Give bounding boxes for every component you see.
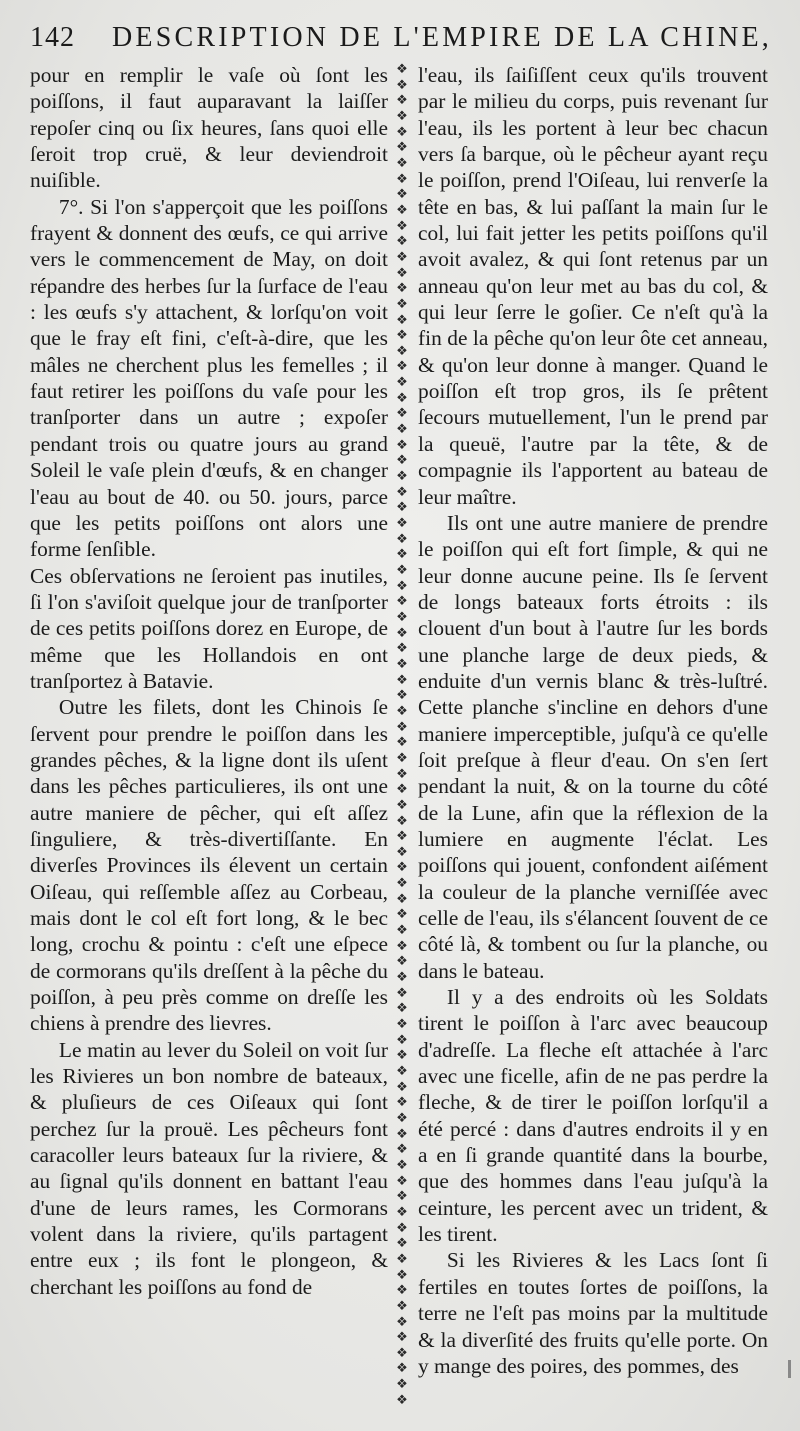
ornament-glyph: ❖ — [396, 1047, 408, 1063]
ornament-glyph: ❖ — [396, 1016, 408, 1032]
ornament-glyph: ❖ — [396, 546, 408, 562]
ornament-glyph: ❖ — [396, 123, 408, 139]
ornament-glyph: ❖ — [396, 687, 408, 703]
ornament-glyph: ❖ — [396, 937, 408, 953]
ornament-glyph: ❖ — [396, 139, 408, 155]
ornament-glyph: ❖ — [396, 264, 408, 280]
right-column — [418, 62, 768, 1379]
ornament-glyph: ❖ — [396, 170, 408, 186]
ornament-glyph: ❖ — [396, 1203, 408, 1219]
ornament-glyph: ❖ — [396, 1141, 408, 1157]
paragraph: Si les Rivieres & les Lacs ſont ſi fertiles en toutes ſortes de poiſſons, la terre ne l'eſt pas moins par la multitude & la diverſité des fruits qu'elle porte. On y mange des poires, des pommes, des — [418, 1248, 768, 1378]
ornament-glyph: ❖ — [396, 295, 408, 311]
ornament-glyph: ❖ — [396, 671, 408, 687]
ornament-glyph: ❖ — [396, 812, 408, 828]
ornament-glyph: ❖ — [396, 624, 408, 640]
ornament-glyph: ❖ — [396, 374, 408, 390]
ornament-glyph: ❖ — [396, 61, 408, 76]
paragraph: Outre les filets, dont les Chinois ſe ſervent pour prendre le poiſſon dans les grandes pêches, & la ligne dont ils uſent dans les pêches particulieres, ils ont une autre maniere de pêcher, qui eſt aſſez ſinguliere, & très-divertiſſante. En diverſes Provinces ils élevent un certain Oiſeau, qui reſſemble aſſez au Corbeau, mais dont le col eſt fort long, & le bec long, crochu & pointu : c'eſt une eſpece de cormorans qu'ils dreſſent à la pêche du poiſſon, à peu près comme on dreſſe les chiens à prendre des lievres. — [30, 695, 388, 1036]
paragraph: Il y a des endroits où les Soldats tirent le poiſſon à l'arc avec beaucoup d'adreſſe. La fleche eſt attachée à l'arc avec une ficelle, afin de ne pas perdre la fleche, & de tirer le poiſſon lorſqu'il a été percé : dans d'autres endroits il y en a en ſi grande quantité dans la bourbe, que des hommes dans l'eau juſqu'à la ceinture, les percent avec un trident, & les tirent. — [418, 985, 768, 1247]
ornament-glyph: ❖ — [396, 953, 408, 969]
ornament-glyph: ❖ — [396, 1125, 408, 1141]
ornament-glyph: ❖ — [396, 1078, 408, 1094]
ornament-glyph: ❖ — [396, 280, 408, 296]
left-column — [30, 62, 388, 1300]
paragraph: 7°. Si l'on s'apperçoit que les poiſſons frayent & donnent des œufs, ce qui arrive vers le commencement de May, on doit répandre des herbes ſur la ſurface de l'eau : les œufs s'y attachent, & lorſqu'on voit que le fray eſt fini, c'eſt-à-dire, que les mâles ne cherchent plus les femelles ; il faut retirer les poiſſons du vaſe pour les tranſporter dans un autre ; expoſer pendant trois ou quatre jours au grand Soleil le vaſe plein d'œufs, & en changer l'eau au bout de 40. ou 50. jours, parce que les petits poiſſons ont alors une forme ſenſible. — [30, 194, 388, 562]
ornament-glyph: ❖ — [396, 749, 408, 765]
ornament-glyph: ❖ — [396, 922, 408, 938]
ornament-glyph: ❖ — [396, 327, 408, 343]
ornament-glyph: ❖ — [396, 593, 408, 609]
ornament-glyph: ❖ — [396, 186, 408, 202]
ornament-glyph: ❖ — [396, 1360, 408, 1376]
ornament-glyph: ❖ — [396, 233, 408, 249]
ornament-glyph: ❖ — [396, 906, 408, 922]
ornament-glyph: ❖ — [396, 201, 408, 217]
ornament-glyph: ❖ — [396, 640, 408, 656]
ornament-glyph: ❖ — [396, 499, 408, 515]
ornament-glyph: ❖ — [396, 1266, 408, 1282]
ornament-glyph: ❖ — [396, 311, 408, 327]
ornament-glyph: ❖ — [396, 734, 408, 750]
page-number: 142 — [30, 22, 75, 53]
ornament-glyph: ❖ — [396, 358, 408, 374]
ornament-glyph: ❖ — [396, 765, 408, 781]
ornament-glyph: ❖ — [396, 781, 408, 797]
ornament-glyph: ❖ — [396, 1094, 408, 1110]
ornament-glyph: ❖ — [396, 969, 408, 985]
ornament-glyph: ❖ — [396, 608, 408, 624]
ornament-glyph: ❖ — [396, 530, 408, 546]
ornament-glyph: ❖ — [396, 562, 408, 577]
page-header — [30, 20, 773, 60]
ornament-glyph: ❖ — [396, 1250, 408, 1266]
paragraph: Ces obſervations ne ſeroient pas inutiles, ſi l'on s'aviſoit quelque jour de tranſporter de ces petits poiſſons dorez en Europe, de même que les Hollandois en ont tranſportez à Batavie. — [30, 563, 388, 693]
ornament-glyph: ❖ — [396, 436, 408, 452]
ornament-glyph: ❖ — [396, 483, 408, 499]
ornament-glyph: ❖ — [396, 1063, 408, 1078]
ornament-glyph: ❖ — [396, 1109, 408, 1125]
ornament-glyph: ❖ — [396, 154, 408, 170]
column-divider-ornaments — [392, 62, 412, 1407]
ornament-glyph: ❖ — [396, 76, 408, 92]
ornament-glyph: ❖ — [396, 1313, 408, 1329]
ornament-glyph: ❖ — [396, 859, 408, 875]
ornament-glyph: ❖ — [396, 1000, 408, 1016]
ornament-glyph: ❖ — [396, 217, 408, 233]
margin-mark — [788, 1360, 791, 1378]
paragraph: l'eau, ils ſaiſiſſent ceux qu'ils trouvent par le milieu du corps, puis revenant ſur l'eau, ils les portent à leur bec chacun vers ſa barque, où le pêcheur ayant reçu le poiſſon, prend l'Oiſeau, lui renverſe la tête en bas, & lui paſſant la main ſur le col, lui fait jetter les petits poiſſons qu'il avoit avalez, & qui ſont retenus par un anneau qu'on leur met au bas du col, & qui leur ſerre le goſier. Ce n'eſt qu'à la fin de la pêche qu'on leur ôte cet anneau, & qu'on leur donne à manger. Quand le poiſſon eſt trop gros, ils ſe prêtent ſecours mutuellement, l'un le prend par la queuë, l'autre par la tête, & de compagnie ils l'apportent au bateau de leur maître. — [418, 63, 768, 509]
ornament-glyph: ❖ — [396, 468, 408, 484]
ornament-glyph: ❖ — [396, 1031, 408, 1047]
ornament-glyph: ❖ — [396, 718, 408, 734]
ornament-glyph: ❖ — [396, 577, 408, 593]
ornament-glyph: ❖ — [396, 796, 408, 812]
ornament-glyph: ❖ — [396, 1235, 408, 1251]
paragraph: Ils ont une autre maniere de prendre le poiſſon qui eſt fort ſimple, & qui ne leur donne aucune peine. Ils ſe ſervent de longs bateaux forts étroits : ils clouent d'un bout à l'autre ſur les bords une planche large de deux pieds, & enduite d'un vernis blanc & très-luſtré. Cette planche s'incline en dehors d'une maniere imperceptible, juſqu'à ce qu'elle ſoit preſque à fleur d'eau. On s'en ſert pendant la nuit, & on la tourne du côté de la Lune, afin que la réflexion de la lumiere en augmente l'éclat. Les poiſſons qui jouent, confondent aiſément la couleur de la planche verniſſée avec celle de l'eau, ils s'élancent ſouvent de ce côté là, & tombent ou ſur la planche, ou dans le bateau. — [418, 510, 768, 983]
paragraph: Le matin au lever du Soleil on voit ſur les Rivieres un bon nombre de bateaux, & pluſieurs de ces Oiſeaux qui ſont perchez ſur la prouë. Les pêcheurs font caracoller leurs bateaux ſur la riviere, & au ſignal qu'ils donnent en battant l'eau d'une de leurs rames, les Cormorans volent dans la riviere, qu'ils partagent entre eux ; ils font le plongeon, & cherchant les poiſſons au fond de — [30, 1037, 388, 1299]
ornament-glyph: ❖ — [396, 875, 408, 891]
running-title: DESCRIPTION DE L'EMPIRE DE LA CHINE, — [112, 22, 773, 53]
ornament-glyph: ❖ — [396, 342, 408, 358]
ornament-glyph: ❖ — [396, 389, 408, 405]
ornament-glyph: ❖ — [396, 405, 408, 421]
ornament-glyph: ❖ — [396, 515, 408, 531]
ornament-glyph: ❖ — [396, 702, 408, 718]
ornament-glyph: ❖ — [396, 1219, 408, 1235]
ornament-glyph: ❖ — [396, 1188, 408, 1204]
ornament-glyph: ❖ — [396, 248, 408, 264]
ornament-glyph: ❖ — [396, 1156, 408, 1172]
ornament-glyph: ❖ — [396, 92, 408, 108]
ornament-glyph: ❖ — [396, 1297, 408, 1313]
ornament-glyph: ❖ — [396, 1376, 408, 1392]
paragraph: pour en remplir le vaſe où ſont les poiſſons, il faut auparavant la laiſſer repoſer cinq ou ſix heures, ſans quoi elle ſeroit trop cruë, & leur deviendroit nuiſible. — [30, 63, 388, 193]
ornament-glyph: ❖ — [396, 1344, 408, 1360]
ornament-glyph: ❖ — [396, 655, 408, 671]
ornament-glyph: ❖ — [396, 452, 408, 468]
ornament-glyph: ❖ — [396, 421, 408, 437]
ornament-glyph: ❖ — [396, 828, 408, 844]
ornament-glyph: ❖ — [396, 1329, 408, 1345]
ornament-glyph: ❖ — [396, 1282, 408, 1298]
ornament-glyph: ❖ — [396, 890, 408, 906]
ornament-glyph: ❖ — [396, 1391, 408, 1407]
ornament-glyph: ❖ — [396, 984, 408, 1000]
ornament-glyph: ❖ — [396, 1172, 408, 1188]
ornament-glyph: ❖ — [396, 843, 408, 859]
ornament-glyph: ❖ — [396, 107, 408, 123]
